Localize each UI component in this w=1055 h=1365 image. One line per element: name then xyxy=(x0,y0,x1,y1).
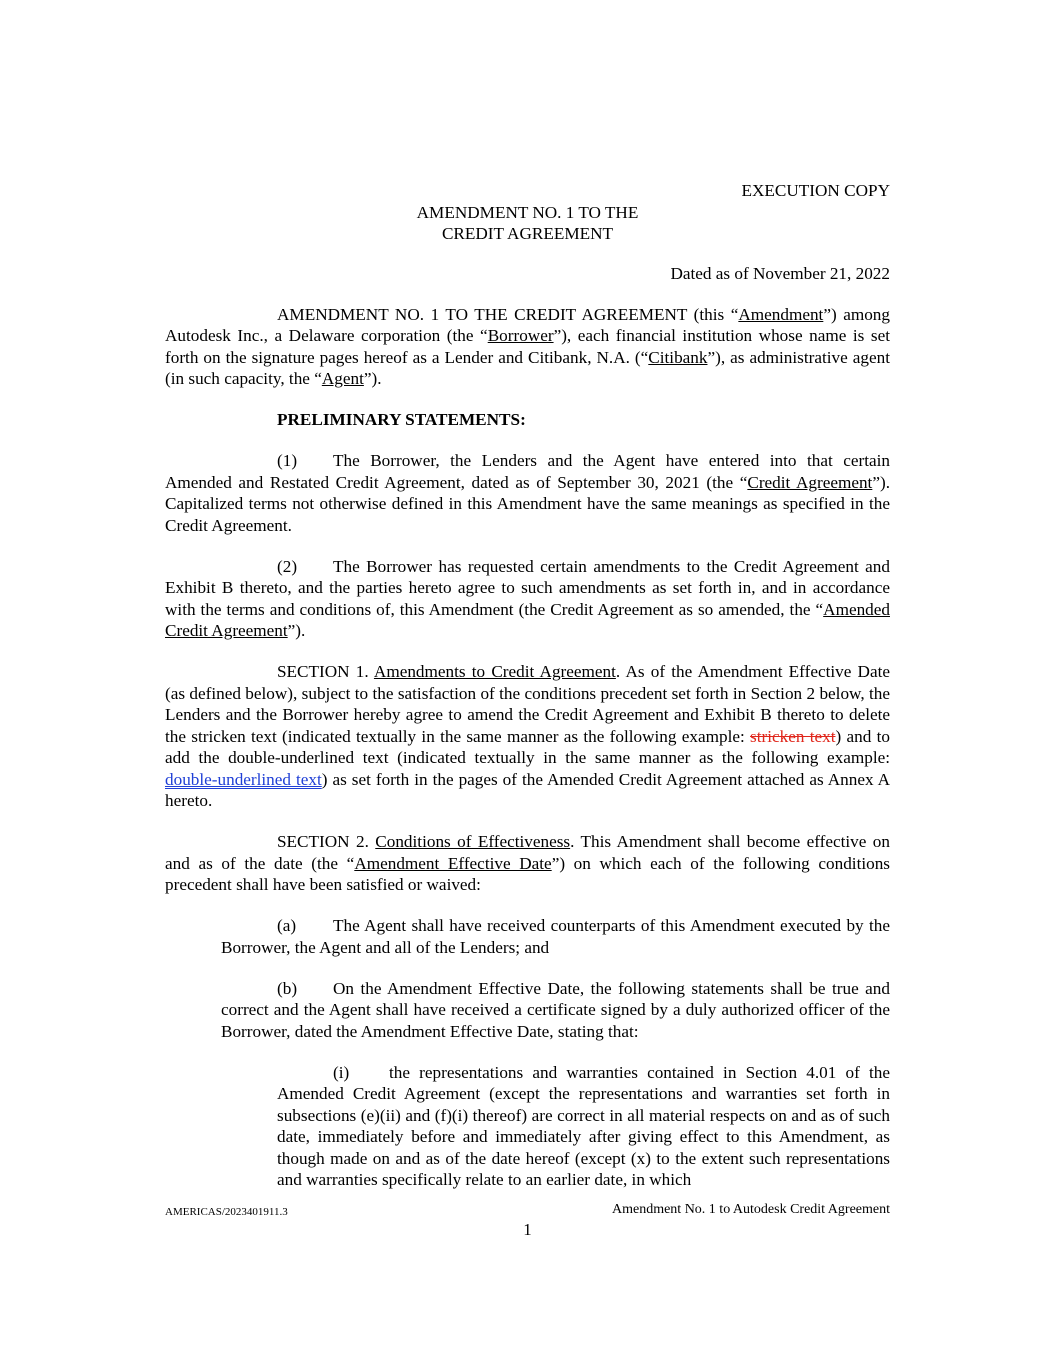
paragraph-text: ”) on which each of the following conditions precedent shall have been satisfied or waived: xyxy=(165,853,890,894)
item-number: (2) xyxy=(277,556,298,576)
title-line-1: AMENDMENT NO. 1 TO THE xyxy=(416,202,639,222)
defined-term: Credit Agreement xyxy=(747,472,873,492)
condition-b xyxy=(221,978,890,1043)
paragraph-text: The Borrower, the Lenders and the Agent have entered into that certain Amended and Restated Credit Agreement, dated as of September 30, 2021 (the “ xyxy=(165,451,890,492)
preliminary-statement-1 xyxy=(165,450,890,536)
intro-text: ”), as administrative agent (in such capacity, the “ xyxy=(165,347,890,388)
intro-text: ”). xyxy=(363,369,382,388)
title-line-2: CREDIT AGREEMENT xyxy=(441,224,614,243)
paragraph-text: The Borrower has requested certain amendments to the Credit Agreement and Exhibit B thereto, and the parties hereto agree to such amendments as set forth in, and in accordance with the terms and conditions of, this Amendment (the Credit Agreement as so amended, the “ xyxy=(165,556,890,619)
item-number: (a) xyxy=(277,916,297,935)
condition-b-i xyxy=(277,1062,890,1191)
section-heading: Amendments to Credit Agreement xyxy=(373,662,616,681)
intro-paragraph xyxy=(165,304,890,390)
paragraph-text: ”). xyxy=(287,621,306,640)
defined-term: Amendment Effective Date xyxy=(354,853,552,873)
condition-a xyxy=(221,915,890,958)
item-number: (i) xyxy=(333,1062,350,1082)
item-number: (b) xyxy=(277,978,298,998)
paragraph-text: On the Amendment Effective Date, the following statements shall be true and correct and the Agent shall have received a certificate signed by a duly authorized officer of the Borrower, dated the Amendment Effective Date, stating that: xyxy=(221,978,890,1041)
paragraph-text: ”). Capitalized terms not otherwise defined in this Amendment have the same meanings as specified in the Credit Agreement. xyxy=(165,472,890,535)
defined-term: Agent xyxy=(321,369,364,388)
section-2 xyxy=(165,831,890,896)
paragraph-text: ) as set forth in the pages of the Amended Credit Agreement attached as Annex A hereto. xyxy=(165,769,890,810)
preliminary-heading: PRELIMINARY STATEMENTS: xyxy=(277,410,526,429)
paragraph-text: . As of the Amendment Effective Date (as defined below), subject to the satisfaction of the conditions precedent set forth in Section 2 below, the Lenders and the Borrower hereby agree to amend the Credit Agreement and Exhibit B thereto to delete the stricken text (indicated textually in the same manner as the following example: xyxy=(165,662,890,746)
page-number: 1 xyxy=(523,1220,532,1239)
section-1 xyxy=(165,661,890,812)
document-id: AMERICAS/2023401911.3 xyxy=(165,1206,288,1218)
intro-text: AMENDMENT NO. 1 TO THE CREDIT AGREEMENT (this “ xyxy=(277,304,739,324)
section-heading: Conditions of Effectiveness xyxy=(375,832,571,851)
defined-term: Citibank xyxy=(648,347,708,367)
paragraph-text: . This Amendment shall become effective on and as of the date (the “ xyxy=(165,832,890,873)
item-number: (1) xyxy=(277,451,298,470)
execution-copy-label: EXECUTION COPY xyxy=(741,181,890,200)
preliminary-statement-2 xyxy=(165,556,890,642)
paragraph-text: ) and to add the double-underlined text (indicated textually in the same manner as the following example: xyxy=(165,726,890,767)
paragraph-text: the representations and warranties contained in Section 4.01 of the Amended Credit Agreement (except the representations and warranties set forth in subsections (e)(ii) and (f)(i) thereof) are correct in all material respects on and as of such date, immediately before and immediately after giving effect to this Amendment, as though made on and as of the date hereof (except (x) to the extent such representations and warranties specifically relate to an earlier date, in which xyxy=(277,1062,890,1189)
document-title-footer: Amendment No. 1 to Autodesk Credit Agreement xyxy=(611,1202,890,1217)
section-label: SECTION 2. xyxy=(277,832,369,851)
intro-text: ”), each financial institution whose name is set forth on the signature pages hereof as a Lender and Citibank, N.A. (“ xyxy=(165,326,890,367)
defined-term: Amended Credit Agreement xyxy=(165,599,890,640)
stricken-text-example: stricken text xyxy=(750,726,836,746)
defined-term: Borrower xyxy=(487,326,554,345)
dated-line: Dated as of November 21, 2022 xyxy=(670,263,890,283)
section-label: SECTION 1. xyxy=(277,662,369,681)
intro-text: ”) among Autodesk Inc., a Delaware corporation (the “ xyxy=(165,304,890,345)
double-underlined-text-example: double-underlined text xyxy=(165,769,322,789)
document-body xyxy=(165,180,890,1191)
defined-term: Amendment xyxy=(738,304,824,324)
paragraph-text: The Agent shall have received counterparts of this Amendment executed by the Borrower, the Agent and all of the Lenders; and xyxy=(221,916,890,957)
